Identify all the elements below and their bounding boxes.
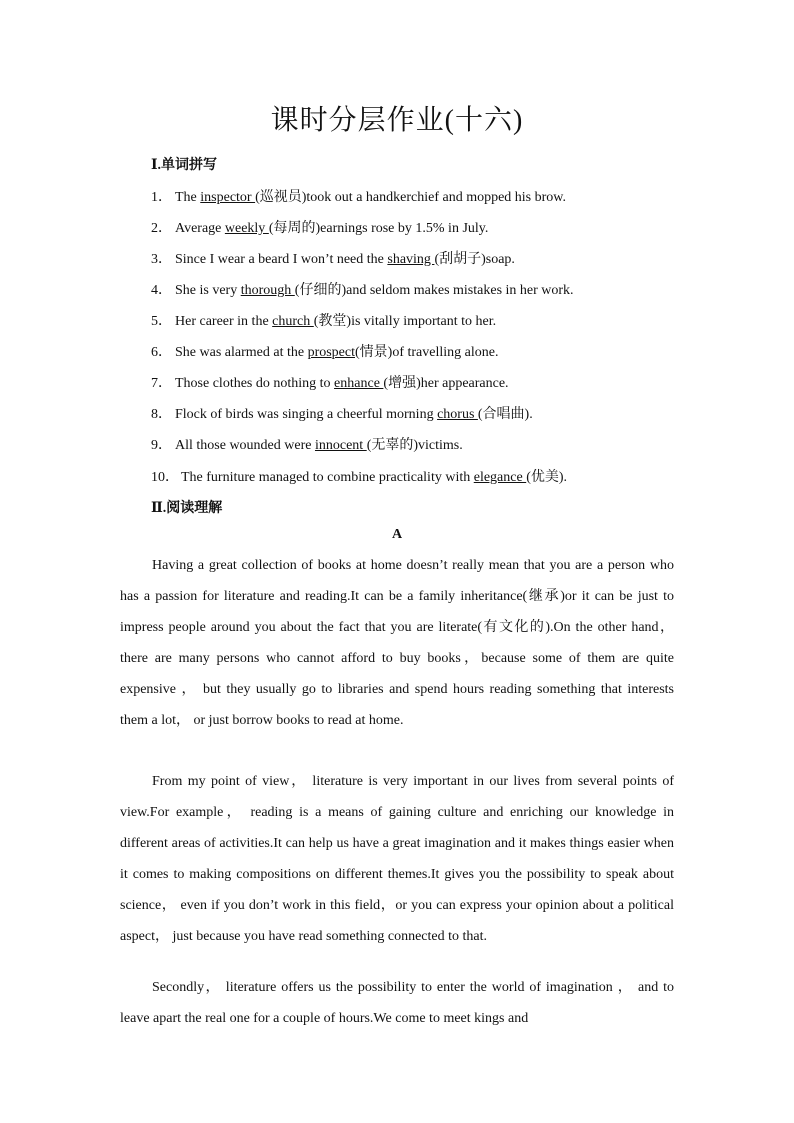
item-number: 3． xyxy=(151,252,172,267)
spelling-item xyxy=(151,372,509,392)
item-number: 7． xyxy=(151,376,172,391)
spelling-item xyxy=(151,217,488,237)
item-number: 9． xyxy=(151,438,172,453)
item-text-after: (无辜的)victims. xyxy=(366,438,463,453)
item-answer: elegance xyxy=(473,470,527,485)
item-text-after: (优美). xyxy=(526,470,568,485)
item-number: 8． xyxy=(151,407,172,422)
item-text-after: (情景)of travelling alone. xyxy=(355,345,499,360)
item-answer: shaving xyxy=(387,252,435,267)
spelling-item xyxy=(151,310,496,330)
spelling-item xyxy=(151,434,463,454)
item-number: 6． xyxy=(151,345,172,360)
item-text-after: (巡视员)took out a handkerchief and mopped his brow. xyxy=(255,190,566,205)
spelling-item xyxy=(151,248,515,268)
item-number: 4． xyxy=(151,283,172,298)
item-answer: prospect xyxy=(307,345,355,360)
item-text-before: Those clothes do nothing to xyxy=(175,376,335,391)
item-text-before: All those wounded were xyxy=(175,438,315,453)
item-answer: enhance xyxy=(334,376,384,391)
section-heading-reading: Ⅱ.阅读理解 xyxy=(151,501,223,516)
spelling-item xyxy=(151,186,566,206)
section-heading-spelling: Ⅰ.单词拼写 xyxy=(151,158,218,173)
spelling-item xyxy=(151,403,533,423)
item-text-after: (仔细的)and seldom makes mistakes in her work. xyxy=(294,283,574,298)
item-text-before: She is very xyxy=(175,283,241,298)
passage-paragraph: Secondly， literature offers us the possibility to enter the world of imagination ， and to leave apart the real one for a couple of hours.We come to meet kings and xyxy=(120,980,674,1026)
item-text-after: (合唱曲). xyxy=(477,407,533,422)
spelling-item xyxy=(151,279,574,299)
item-text-after: (每周的)earnings rose by 1.5% in July. xyxy=(268,221,489,236)
item-text-before: Average xyxy=(175,221,225,236)
item-text-after: (教堂)is vitally important to her. xyxy=(313,314,497,329)
item-answer: chorus xyxy=(437,407,478,422)
item-text-before: The xyxy=(175,190,201,205)
passage-paragraph: Having a great collection of books at home doesn’t really mean that you are a person who has a passion for literature and reading.It can be a family inheritance(继承)or it can be just to impress people around you about the fact that you are literate(有文化的).On the other hand，there are many persons who cannot afford to buy books，because some of them are quite expensive ， but they usually go to libraries and spend hours reading something that interests them a lot， or just borrow books to read at home. xyxy=(120,558,674,728)
item-number: 10． xyxy=(151,470,179,485)
passage-label: A xyxy=(391,527,403,542)
item-answer: church xyxy=(272,314,314,329)
item-text-before: Since I wear a beard I won’t need the xyxy=(175,252,388,267)
item-number: 1． xyxy=(151,190,172,205)
item-text-before: She was alarmed at the xyxy=(175,345,308,360)
item-answer: thorough xyxy=(240,283,295,298)
item-text-before: Her career in the xyxy=(175,314,273,329)
spelling-item xyxy=(151,341,498,361)
page-title: 课时分层作业(十六) xyxy=(270,105,524,136)
item-number: 2． xyxy=(151,221,172,236)
item-answer: innocent xyxy=(314,438,367,453)
item-text-after: (增强)her appearance. xyxy=(383,376,509,391)
passage-paragraph: From my point of view， literature is very important in our lives from several points of view.For example， reading is a means of gaining culture and enriching our knowledge in different areas of activities.It can help us have a great imagination and it makes things easier when it comes to making compositions on different themes.It gives you the possibility to speak about science， even if you don’t work in this field，or you can express your opinion about a political aspect， just because you have read something connected to that. xyxy=(120,774,674,944)
item-text-before: The furniture managed to combine practicality with xyxy=(181,470,474,485)
item-number: 5． xyxy=(151,314,172,329)
spelling-item xyxy=(151,466,567,486)
item-text-after: (刮胡子)soap. xyxy=(434,252,515,267)
item-answer: inspector xyxy=(200,190,256,205)
item-text-before: Flock of birds was singing a cheerful morning xyxy=(175,407,438,422)
item-answer: weekly xyxy=(224,221,269,236)
